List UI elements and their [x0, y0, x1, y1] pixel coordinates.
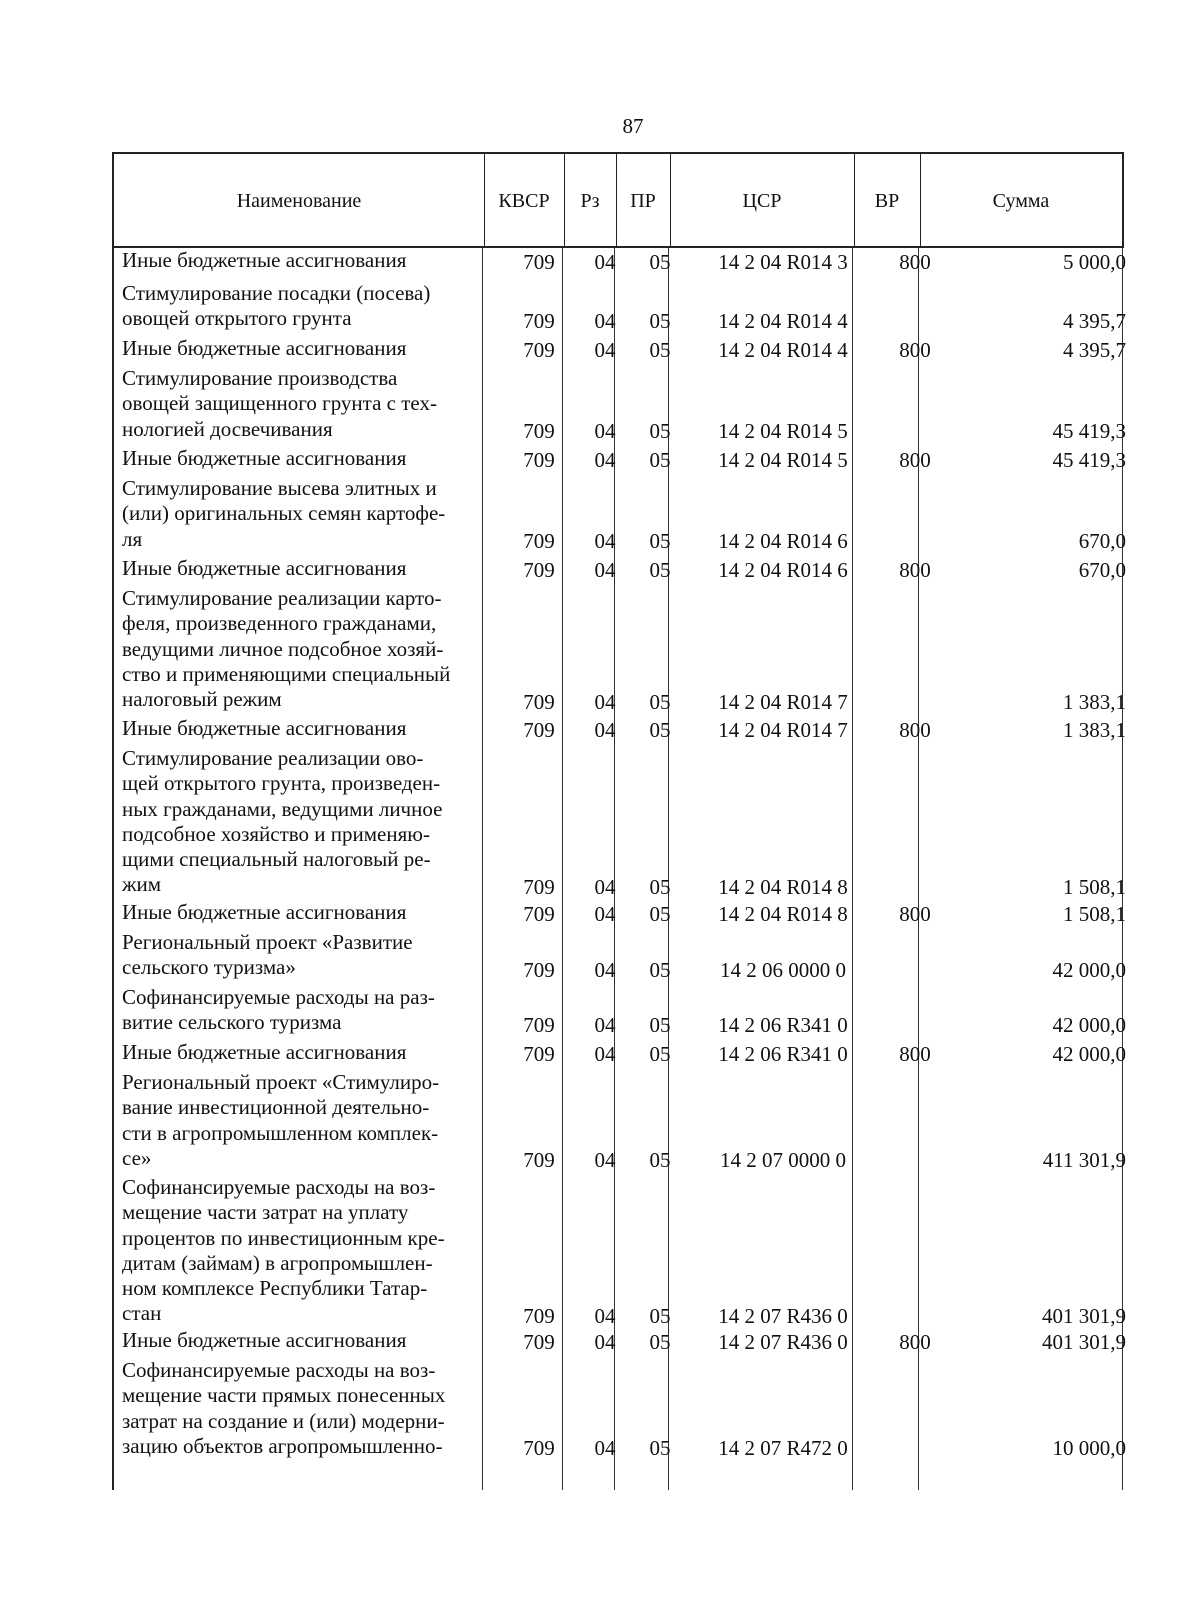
header-sum: Сумма — [992, 190, 1050, 212]
row-vr: 800 — [899, 902, 931, 927]
header-kvsr: КВСР — [498, 190, 550, 212]
row-vr — [880, 1012, 950, 1038]
row-kvsr: 709 — [523, 418, 555, 443]
row-sum: 42 000,0 — [1052, 957, 1126, 982]
row-csr: 14 2 06 R341 0 — [718, 1012, 848, 1037]
row-rz: 04 — [594, 250, 616, 275]
row-rz: 04 — [594, 308, 616, 333]
row-pr: 05 — [649, 558, 671, 583]
row-kvsr: 709 — [523, 1148, 555, 1173]
table-row — [122, 1040, 1126, 1067]
row-vr: 800 — [899, 1330, 931, 1355]
row-rz: 04 — [594, 689, 616, 714]
row-name: Стимулирование высева элитных и (или) оригинальных семян картофе- ля — [122, 476, 446, 551]
row-rz: 04 — [594, 338, 616, 363]
table-row — [122, 746, 1126, 900]
header-rz: Рз — [580, 190, 600, 212]
row-csr: 14 2 06 0000 0 — [720, 957, 846, 982]
row-vr — [880, 689, 950, 715]
row-csr: 14 2 04 R014 3 — [718, 250, 848, 275]
row-name: Региональный проект «Развитие сельского туризма» — [122, 930, 413, 980]
table-row — [122, 1328, 1126, 1355]
row-vr — [880, 1435, 950, 1461]
row-rz: 04 — [594, 902, 616, 927]
table-row — [122, 248, 1126, 275]
row-csr: 14 2 07 R472 0 — [718, 1436, 848, 1461]
row-csr: 14 2 04 R014 8 — [718, 874, 848, 899]
row-rz: 04 — [594, 558, 616, 583]
row-sum: 42 000,0 — [1052, 1012, 1126, 1037]
row-vr: 800 — [899, 448, 931, 473]
row-name: Иные бюджетные ассигнования — [122, 248, 407, 272]
row-csr: 14 2 07 0000 0 — [720, 1148, 846, 1173]
row-name: Иные бюджетные ассигнования — [122, 900, 407, 924]
row-kvsr: 709 — [523, 528, 555, 553]
row-kvsr: 709 — [523, 250, 555, 275]
row-kvsr: 709 — [523, 558, 555, 583]
row-name: Софинансируемые расходы на раз- витие сельского туризма — [122, 985, 435, 1035]
row-kvsr: 709 — [523, 902, 555, 927]
row-rz: 04 — [594, 1148, 616, 1173]
row-vr — [880, 308, 950, 334]
row-kvsr: 709 — [523, 1012, 555, 1037]
row-sum: 45 419,3 — [1052, 448, 1126, 473]
header-csr: ЦСР — [742, 190, 782, 212]
row-sum: 401 301,9 — [1042, 1330, 1126, 1355]
row-rz: 04 — [594, 1303, 616, 1328]
row-rz: 04 — [594, 718, 616, 743]
row-csr: 14 2 04 R014 4 — [718, 308, 848, 333]
row-rz: 04 — [594, 874, 616, 899]
row-kvsr: 709 — [523, 1436, 555, 1461]
row-rz: 04 — [594, 957, 616, 982]
row-sum: 1 508,1 — [1063, 902, 1126, 927]
row-vr — [880, 874, 950, 900]
table-row — [122, 556, 1126, 583]
row-sum: 411 301,9 — [1042, 1148, 1126, 1173]
row-pr: 05 — [649, 689, 671, 714]
row-pr: 05 — [649, 718, 671, 743]
row-vr — [880, 418, 950, 444]
row-rz: 04 — [594, 1012, 616, 1037]
row-kvsr: 709 — [523, 338, 555, 363]
row-csr: 14 2 04 R014 7 — [718, 718, 848, 743]
column-divider — [112, 248, 114, 1490]
row-sum: 1 383,1 — [1063, 689, 1126, 714]
row-pr: 05 — [649, 418, 671, 443]
row-kvsr: 709 — [523, 689, 555, 714]
row-kvsr: 709 — [523, 448, 555, 473]
row-csr: 14 2 07 R436 0 — [718, 1303, 848, 1328]
row-name: Иные бюджетные ассигнования — [122, 1040, 407, 1064]
row-name: Стимулирование реализации ово- щей открытого грунта, произведен- ных гражданами, ведущими личное подсобное хозяйство и применяю- щими специальный налоговый ре- жим — [122, 746, 443, 897]
row-rz: 04 — [594, 1436, 616, 1461]
row-pr: 05 — [649, 1012, 671, 1037]
row-pr: 05 — [649, 902, 671, 927]
row-csr: 14 2 04 R014 4 — [718, 338, 848, 363]
row-name: Иные бюджетные ассигнования — [122, 716, 407, 740]
row-csr: 14 2 04 R014 6 — [718, 528, 848, 553]
row-pr: 05 — [649, 1148, 671, 1173]
row-kvsr: 709 — [523, 957, 555, 982]
row-vr — [880, 1147, 950, 1173]
row-sum: 1 508,1 — [1063, 874, 1126, 899]
table-row — [122, 336, 1126, 363]
row-name: Региональный проект «Стимулиро- вание инвестиционной деятельно- сти в агропромышленном комплек- се» — [122, 1070, 440, 1170]
row-name: Иные бюджетные ассигнования — [122, 336, 407, 360]
row-name: Софинансируемые расходы на воз- мещение части прямых понесенных затрат на создание и (или) модерни- зацию объектов агропромышленно- — [122, 1358, 446, 1458]
row-sum: 42 000,0 — [1052, 1042, 1126, 1067]
table-row — [122, 1358, 1126, 1461]
table-row — [122, 1070, 1126, 1173]
table-row — [122, 281, 1126, 334]
row-csr: 14 2 04 R014 6 — [718, 558, 848, 583]
row-kvsr: 709 — [523, 1330, 555, 1355]
row-sum: 4 395,7 — [1063, 338, 1126, 363]
row-pr: 05 — [649, 1042, 671, 1067]
row-rz: 04 — [594, 528, 616, 553]
row-name: Стимулирование посадки (посева) овощей открытого грунта — [122, 281, 431, 331]
row-vr: 800 — [899, 338, 931, 363]
row-vr — [880, 528, 950, 554]
row-kvsr: 709 — [523, 1042, 555, 1067]
header-name: Наименование — [236, 190, 362, 212]
row-sum: 5 000,0 — [1063, 250, 1126, 275]
row-pr: 05 — [649, 957, 671, 982]
row-vr: 800 — [899, 250, 931, 275]
row-rz: 04 — [594, 418, 616, 443]
row-csr: 14 2 04 R014 8 — [718, 902, 848, 927]
row-name: Иные бюджетные ассигнования — [122, 446, 407, 470]
row-rz: 04 — [594, 1042, 616, 1067]
page-number: 87 — [622, 114, 644, 138]
table-row — [122, 446, 1126, 473]
table-row — [122, 930, 1126, 983]
header-pr: ПР — [630, 190, 656, 212]
table-row — [122, 586, 1126, 715]
table-row — [122, 900, 1126, 927]
row-pr: 05 — [649, 1303, 671, 1328]
row-sum: 4 395,7 — [1063, 308, 1126, 333]
table-row — [122, 985, 1126, 1038]
row-csr: 14 2 04 R014 5 — [718, 418, 848, 443]
row-sum: 45 419,3 — [1052, 418, 1126, 443]
row-sum: 10 000,0 — [1052, 1436, 1126, 1461]
row-sum: 670,0 — [1078, 528, 1126, 553]
row-vr: 800 — [899, 718, 931, 743]
row-vr: 800 — [899, 1042, 931, 1067]
row-csr: 14 2 04 R014 7 — [718, 689, 848, 714]
row-pr: 05 — [649, 448, 671, 473]
row-csr: 14 2 04 R014 5 — [718, 448, 848, 473]
row-pr: 05 — [649, 1330, 671, 1355]
table-row — [122, 1175, 1126, 1329]
row-pr: 05 — [649, 1436, 671, 1461]
row-rz: 04 — [594, 1330, 616, 1355]
row-vr — [880, 957, 950, 983]
row-name: Софинансируемые расходы на воз- мещение части затрат на уплату процентов по инвестиционным кре- дитам (займам) в агропромышлен- ном комплексе Республики Татар- стан — [122, 1175, 445, 1326]
row-sum: 1 383,1 — [1063, 718, 1126, 743]
row-sum: 670,0 — [1078, 558, 1126, 583]
row-vr — [880, 1303, 950, 1329]
row-pr: 05 — [649, 874, 671, 899]
table-row — [122, 476, 1126, 554]
row-kvsr: 709 — [523, 1303, 555, 1328]
row-kvsr: 709 — [523, 718, 555, 743]
row-kvsr: 709 — [523, 874, 555, 899]
row-name: Иные бюджетные ассигнования — [122, 1328, 407, 1352]
row-kvsr: 709 — [523, 308, 555, 333]
row-csr: 14 2 07 R436 0 — [718, 1330, 848, 1355]
row-pr: 05 — [649, 338, 671, 363]
row-csr: 14 2 06 R341 0 — [718, 1042, 848, 1067]
table-header — [112, 152, 1124, 248]
row-rz: 04 — [594, 448, 616, 473]
row-pr: 05 — [649, 308, 671, 333]
row-pr: 05 — [649, 250, 671, 275]
row-vr: 800 — [899, 558, 931, 583]
row-sum: 401 301,9 — [1042, 1303, 1126, 1328]
row-name: Иные бюджетные ассигнования — [122, 556, 407, 580]
table-row — [122, 716, 1126, 743]
header-vr: ВР — [874, 190, 900, 212]
table-row — [122, 366, 1126, 444]
row-name: Стимулирование производства овощей защищенного грунта с тех- нологией досвечивания — [122, 366, 437, 441]
row-name: Стимулирование реализации карто- феля, произведенного гражданами, ведущими личное подсобное хозяй- ство и применяющими специальный налоговый режим — [122, 586, 451, 712]
row-pr: 05 — [649, 528, 671, 553]
